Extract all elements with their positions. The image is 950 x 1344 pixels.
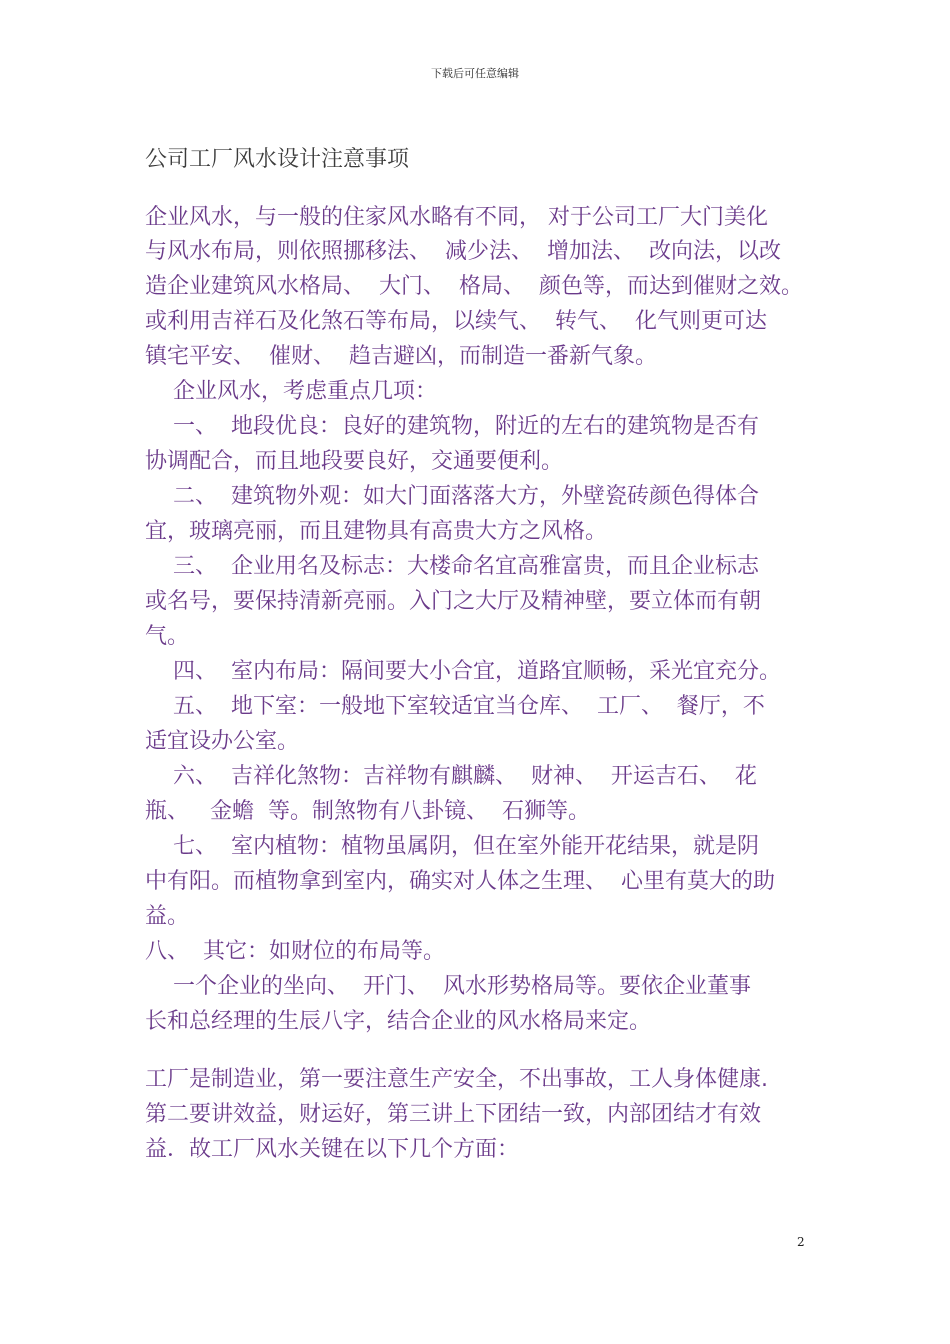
body-line: 宜，玻璃亮丽，而且建物具有高贵大方之风格。 — [145, 519, 608, 544]
body-line: 五、 地下室：一般地下室较适宜当仓库、 工厂、 餐厅，不 — [145, 694, 765, 719]
body-line: 七、 室内植物：植物虽属阴，但在室外能开花结果，就是阴 — [145, 834, 759, 859]
body-line: 企业风水，考虑重点几项： — [145, 379, 437, 404]
body-line: 协调配合，而且地段要良好，交通要便利。 — [145, 449, 564, 474]
body-line: 或利用吉祥石及化煞石等布局，以续气、 转气、 化气则更可达 — [145, 309, 767, 334]
body-line: 适宜设办公室。 — [145, 729, 300, 754]
body-line: 第二要讲效益，财运好，第三讲上下团结一致，内部团结才有效 — [145, 1102, 762, 1127]
document-title: 公司工厂风水设计注意事项 — [145, 147, 410, 172]
body-line: 八、 其它：如财位的布局等。 — [145, 939, 445, 964]
body-line: 四、 室内布局：隔间要大小合宜，道路宜顺畅，采光宜充分。 — [145, 659, 781, 684]
body-line: 一、 地段优良：良好的建筑物，附近的左右的建筑物是否有 — [145, 414, 759, 439]
page-header-note: 下载后可任意编辑 — [431, 67, 519, 80]
body-line: 造企业建筑风水格局、 大门、 格局、 颜色等，而达到催财之效。 — [145, 274, 803, 299]
body-line: 三、 企业用名及标志：大楼命名宜高雅富贵，而且企业标志 — [145, 554, 759, 579]
body-line: 二、 建筑物外观：如大门面落落大方，外壁瓷砖颜色得体合 — [145, 484, 759, 509]
body-line: 与风水布局，则依照挪移法、 减少法、 增加法、 改向法，以改 — [145, 239, 781, 264]
body-line: 长和总经理的生辰八字，结合企业的风水格局来定。 — [145, 1009, 652, 1034]
body-line: 益。 — [145, 904, 190, 929]
body-line: 六、 吉祥化煞物：吉祥物有麒麟、 财神、 开运吉石、 花 — [145, 764, 757, 789]
body-line: 瓶、 金蟾 等。制煞物有八卦镜、 石狮等。 — [145, 799, 590, 824]
body-line: 企业风水，与一般的住家风水略有不同， 对于公司工厂大门美化 — [145, 205, 768, 230]
body-line: 益．故工厂风水关键在以下几个方面： — [145, 1137, 520, 1162]
body-line: 镇宅平安、 催财、 趋吉避凶，而制造一番新气象。 — [145, 344, 657, 369]
body-line: 或名号，要保持清新亮丽。入门之大厅及精神壁，要立体而有朝 — [145, 589, 762, 614]
body-line: 气。 — [145, 624, 190, 649]
body-line: 一个企业的坐向、 开门、 风水形势格局等。要依企业董事 — [145, 974, 751, 999]
body-line: 中有阳。而植物拿到室内，确实对人体之生理、 心里有莫大的助 — [145, 869, 775, 894]
body-line: 工厂是制造业，第一要注意生产安全，不出事故，工人身体健康. — [145, 1067, 768, 1092]
page-number: 2 — [797, 1235, 805, 1249]
